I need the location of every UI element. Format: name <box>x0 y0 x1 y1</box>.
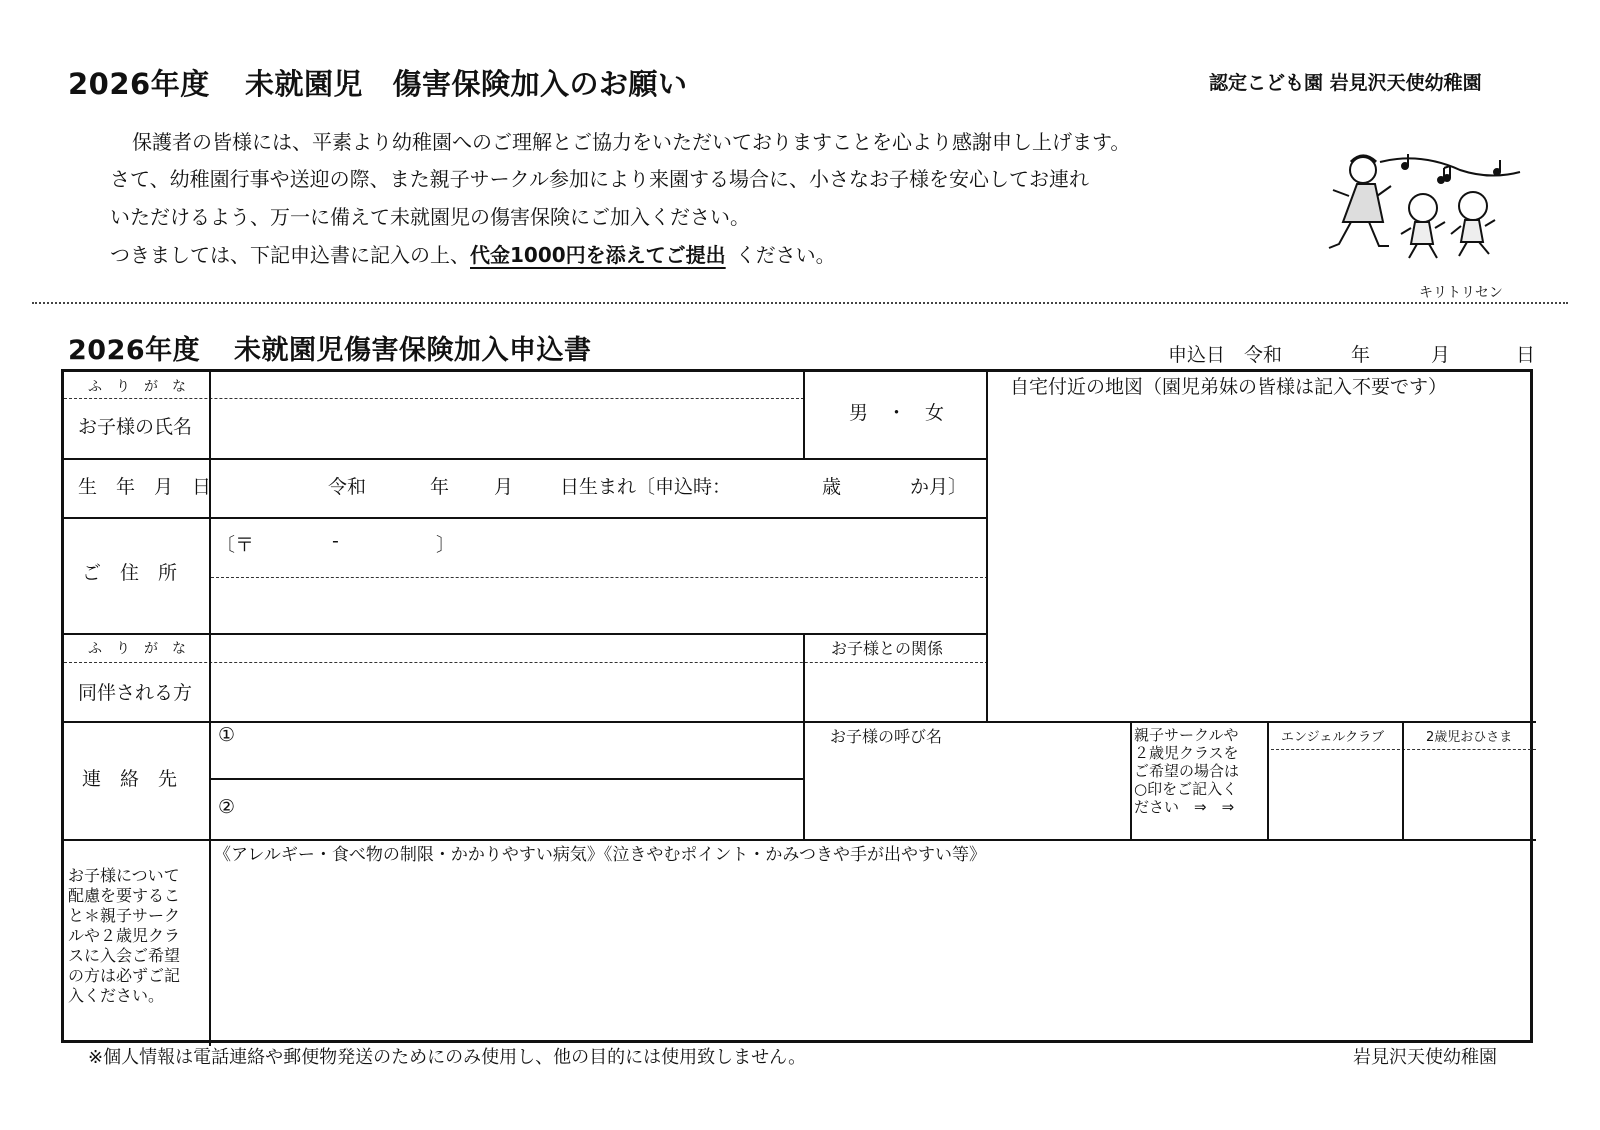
companion-field[interactable] <box>214 666 800 718</box>
kids-dancing-illustration <box>1325 148 1525 266</box>
map-label: 自宅付近の地図（園児弟妹の皆様は記入不要です） <box>1010 376 1448 398</box>
companion-label: 同伴される方 <box>78 682 193 704</box>
postal-dash: - <box>332 530 339 552</box>
age-years-unit: 歳 <box>822 476 842 498</box>
contact-label: 連 絡 先 <box>82 768 178 790</box>
title-year: 2026年度 <box>68 67 210 101</box>
cut-line <box>32 302 1568 304</box>
notes-label-line-6: の方は必ずご記 <box>68 966 181 985</box>
nickname-label: お子様の呼び名 <box>830 727 943 746</box>
date-year-unit: 年 <box>1351 344 1371 366</box>
notes-label-line-5: スに入会ご希望 <box>68 946 181 965</box>
postal-open: 〔〒 <box>216 534 255 556</box>
date-month-unit: 月 <box>1431 344 1451 366</box>
child-name-label: お子様の氏名 <box>78 416 193 438</box>
letter-line-1: 保護者の皆様には、平素より幼稚園へのご理解とご協力をいただいておりますことを心より感謝申し上げます。 <box>132 130 1131 154</box>
date-day-unit: 日 <box>1516 344 1536 366</box>
circle-note-line-2: ２歳児クラスを <box>1134 744 1239 762</box>
angel-club-check[interactable] <box>1271 752 1401 836</box>
birth-born-label: 日生まれ〔申込時： <box>560 476 732 498</box>
two-year-check[interactable] <box>1406 752 1532 836</box>
child-name-field[interactable] <box>214 400 802 456</box>
title-main: 未就園児 傷害保険加入のお願い <box>244 67 688 101</box>
circle-note-line-4: ○印をご記入く <box>1134 780 1238 798</box>
circle-note-line-3: ご希望の場合は <box>1134 762 1240 780</box>
privacy-note: ※個人情報は電話連絡や郵便物発送のためにのみ使用し、他の目的には使用致しません。 <box>88 1047 807 1068</box>
address-label: ご 住 所 <box>82 562 178 584</box>
birth-reiwa: 令和 <box>328 476 367 498</box>
relation-label: お子様との関係 <box>831 639 944 658</box>
furigana-label-2: ふ り が な <box>88 641 186 657</box>
contact-2-field[interactable] <box>242 782 800 836</box>
age-months-unit: か月〕 <box>910 476 968 498</box>
birth-month-unit: 月 <box>494 476 514 498</box>
payment-emphasis: 代金1000円を添えてご提出 <box>470 243 726 267</box>
application-date <box>1168 340 1536 367</box>
circle-note-line-5: ださい ⇒ ⇒ <box>1134 798 1235 816</box>
notes-label-line-2: 配慮を要するこ <box>68 886 181 905</box>
birth-year-unit: 年 <box>430 476 450 498</box>
angel-club-label: エンジェルクラブ <box>1281 730 1385 745</box>
nickname-field[interactable] <box>808 746 1126 836</box>
notes-label-line-3: と＊親子サーク <box>68 906 181 925</box>
contact-1-field[interactable] <box>242 724 800 774</box>
cut-line-label: キリトリセン <box>1419 285 1503 301</box>
notes-hint: 《アレルギー・食べ物の制限・かかりやすい病気》《泣きやむポイント・かみつきや手が出やすい等》 <box>214 845 987 865</box>
contact-2-marker: ② <box>218 796 236 818</box>
notes-label <box>68 866 180 1006</box>
relation-field[interactable] <box>808 666 984 718</box>
letter-line-4-post: ください。 <box>735 243 836 267</box>
form-title-main: 未就園児傷害保険加入申込書 <box>233 335 592 366</box>
circle-note <box>1134 726 1239 816</box>
footer-school-name: 岩見沢天使幼稚園 <box>1353 1047 1497 1068</box>
notes-label-line-7: 入ください。 <box>68 986 165 1005</box>
school-name: 認定こども園 岩見沢天使幼稚園 <box>1209 72 1482 94</box>
address-field[interactable] <box>214 580 984 630</box>
contact-1-marker: ① <box>218 724 236 746</box>
date-label: 申込日 令和 <box>1168 344 1283 366</box>
letter-line-4 <box>110 237 836 274</box>
form-title-year: 2026年度 <box>68 335 201 366</box>
letter-line-4-pre: つきましては、下記申込書に記入の上、 <box>110 243 470 267</box>
birthdate-label: 生 年 月 日 <box>78 476 212 498</box>
application-form <box>61 369 1533 1043</box>
furigana-label: ふ り が な <box>88 379 186 395</box>
notes-label-line-4: ルや２歳児クラ <box>68 926 181 945</box>
home-map-area[interactable] <box>990 402 1530 718</box>
two-year-label: 2歳児おひさま <box>1426 730 1513 745</box>
page-title <box>68 62 687 103</box>
notes-label-line-1: お子様について <box>68 866 180 885</box>
postal-close: 〕 <box>436 534 456 556</box>
gender-select[interactable]: 男 ・ 女 <box>849 402 945 424</box>
notes-field[interactable] <box>214 866 1530 1040</box>
letter-line-3: いただけるよう、万一に備えて未就園児の傷害保険にご加入ください。 <box>110 205 750 229</box>
form-title <box>68 328 591 367</box>
letter-line-2: さて、幼稚園行事や送迎の際、また親子サークル参加により来園する場合に、小さなお子様を安心してお連れ <box>110 167 1089 191</box>
circle-note-line-1: 親子サークルや <box>1134 726 1239 744</box>
